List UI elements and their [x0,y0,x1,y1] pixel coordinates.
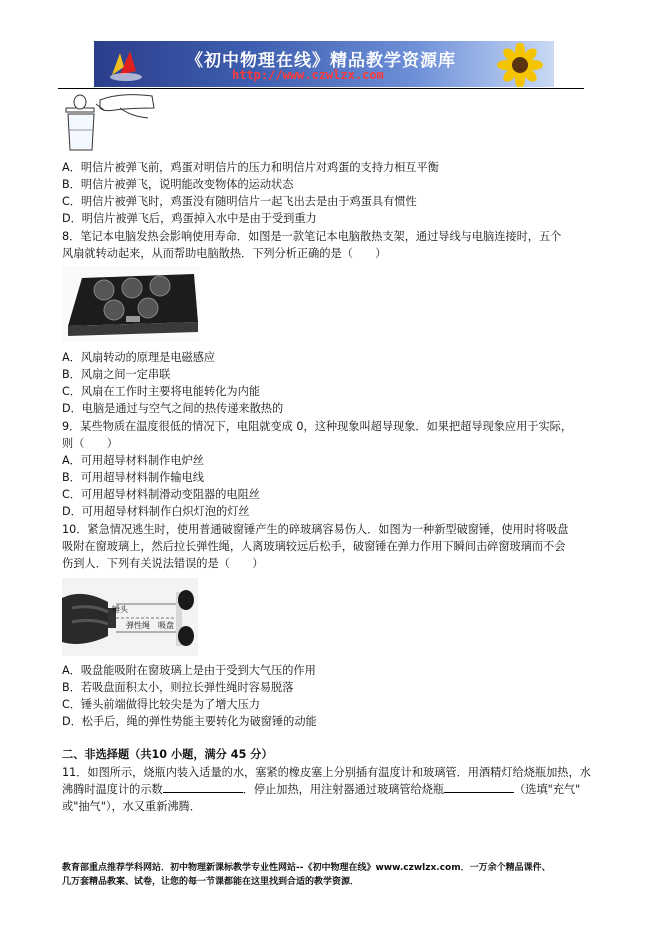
q8-stem-line1: 8．笔记本电脑发热会影响使用寿命．如图是一款笔记本电脑散热支架，通过导线与电脑连接时，五个 [62,230,562,243]
q7-option-a: A．明信片被弹飞前，鸡蛋对明信片的压力和明信片对鸡蛋的支持力相互平衡 [62,161,439,174]
q8-stem-line2: 风扇就转动起来，从而帮助电脑散热．下列分析正确的是（ ） [62,247,387,260]
q7-option-d: D．明信片被弹飞后，鸡蛋掉入水中是由于受到重力 [62,212,317,225]
q9-stem-line2: 则（ ） [62,437,118,450]
q9-option-c: C．可用超导材料制滑动变阻器的电阻丝 [62,488,261,501]
q8-option-d: D．电脑是通过与空气之间的热传递来散热的 [62,402,284,415]
site-logo-icon [106,45,146,83]
header-rule [58,88,584,89]
q11-line2-text-b: ．停止加热，用注射器通过玻璃管给烧瓶 [242,783,445,796]
q8-option-a: A．风扇转动的原理是电磁感应 [62,351,216,364]
q11-line3: 或"抽气"），水又重新沸腾． [62,800,201,813]
q10-stem-line3: 伤到人．下列有关说法错误的是（ ） [62,557,264,570]
sunflower-icon [490,43,550,87]
banner-url: http://www.czwlzx.com [232,68,384,82]
egg-card-glass-figure [60,90,160,154]
q7-option-b: B．明信片被弹飞，说明能改变物体的运动状态 [62,178,294,191]
q10-option-c: C．锤头前端做得比较尖是为了增大压力 [62,698,261,711]
q9-option-a: A．可用超导材料制作电炉丝 [62,454,204,467]
figure-label-hammer-head: 锤头 [112,605,128,614]
q10-stem-line1: 10．紧急情况逃生时，使用普通破窗锤产生的碎玻璃容易伤人．如图为一种新型破窗锤，使用时将吸盘 [62,523,569,536]
figure-label-elastic-cord: 弹性绳 [126,621,150,630]
q11-blank-2[interactable] [444,792,514,793]
q7-option-c: C．明信片被弹飞时，鸡蛋没有随明信片一起飞出去是由于鸡蛋具有惯性 [62,195,417,208]
q11-line1: 11．如图所示，烧瓶内装入适量的水，塞紧的橡皮塞上分别插有温度计和玻璃管．用酒精灯给烧瓶加热，水 [62,766,591,779]
section2-title: 二、非选择题（共10 小题，满分 45 分） [62,748,273,761]
q10-stem-line2: 吸附在窗玻璃上，然后拉长弹性绳，人离玻璃较远后松手，破窗锤在弹力作用下瞬间击碎窗玻璃而不会 [62,540,566,553]
q11-line2-text-c: （选填"充气" [514,783,581,796]
laptop-cooling-stand-figure [62,266,200,342]
q8-option-c: C．风扇在工作时主要将电能转化为内能 [62,385,261,398]
q10-option-a: A．吸盘能吸附在窗玻璃上是由于受到大气压的作用 [62,664,316,677]
banner-title: 《初中物理在线》精品教学资源库 [186,51,456,71]
q11-blank-1[interactable] [163,792,243,793]
window-breaker-figure [62,578,198,656]
q9-stem-line1: 9．某些物质在温度很低的情况下，电阻就变成 0，这种现象叫超导现象．如果把超导现象应用于实际， [62,420,573,433]
footer-line2: 几万套精品教案、试卷，让您的每一节课都能在这里找到合适的教学资源． [62,877,360,887]
footer-line1: 教育部重点推荐学科网站．初中物理新课标教学专业性网站--《初中物理在线》www.czwlzx.com．一万余个精品课件、 [62,863,551,873]
q11-line2-text-a: 沸腾时温度计的示数 [62,783,163,796]
hand-and-suction-cup-icon [62,578,198,656]
q11-line2 [62,782,580,798]
q10-option-d: D．松手后，绳的弹性势能主要转化为破窗锤的动能 [62,715,317,728]
q8-option-b: B．风扇之间一定串联 [62,368,171,381]
header-banner [94,41,554,87]
q9-option-b: B．可用超导材料制作输电线 [62,471,204,484]
q10-option-b: B．若吸盘面积太小，则拉长弹性绳时容易脱落 [62,681,294,694]
figure-label-suction-cup: 吸盘 [158,621,174,630]
q9-option-d: D．可用超导材料制作白炽灯泡的灯丝 [62,505,250,518]
